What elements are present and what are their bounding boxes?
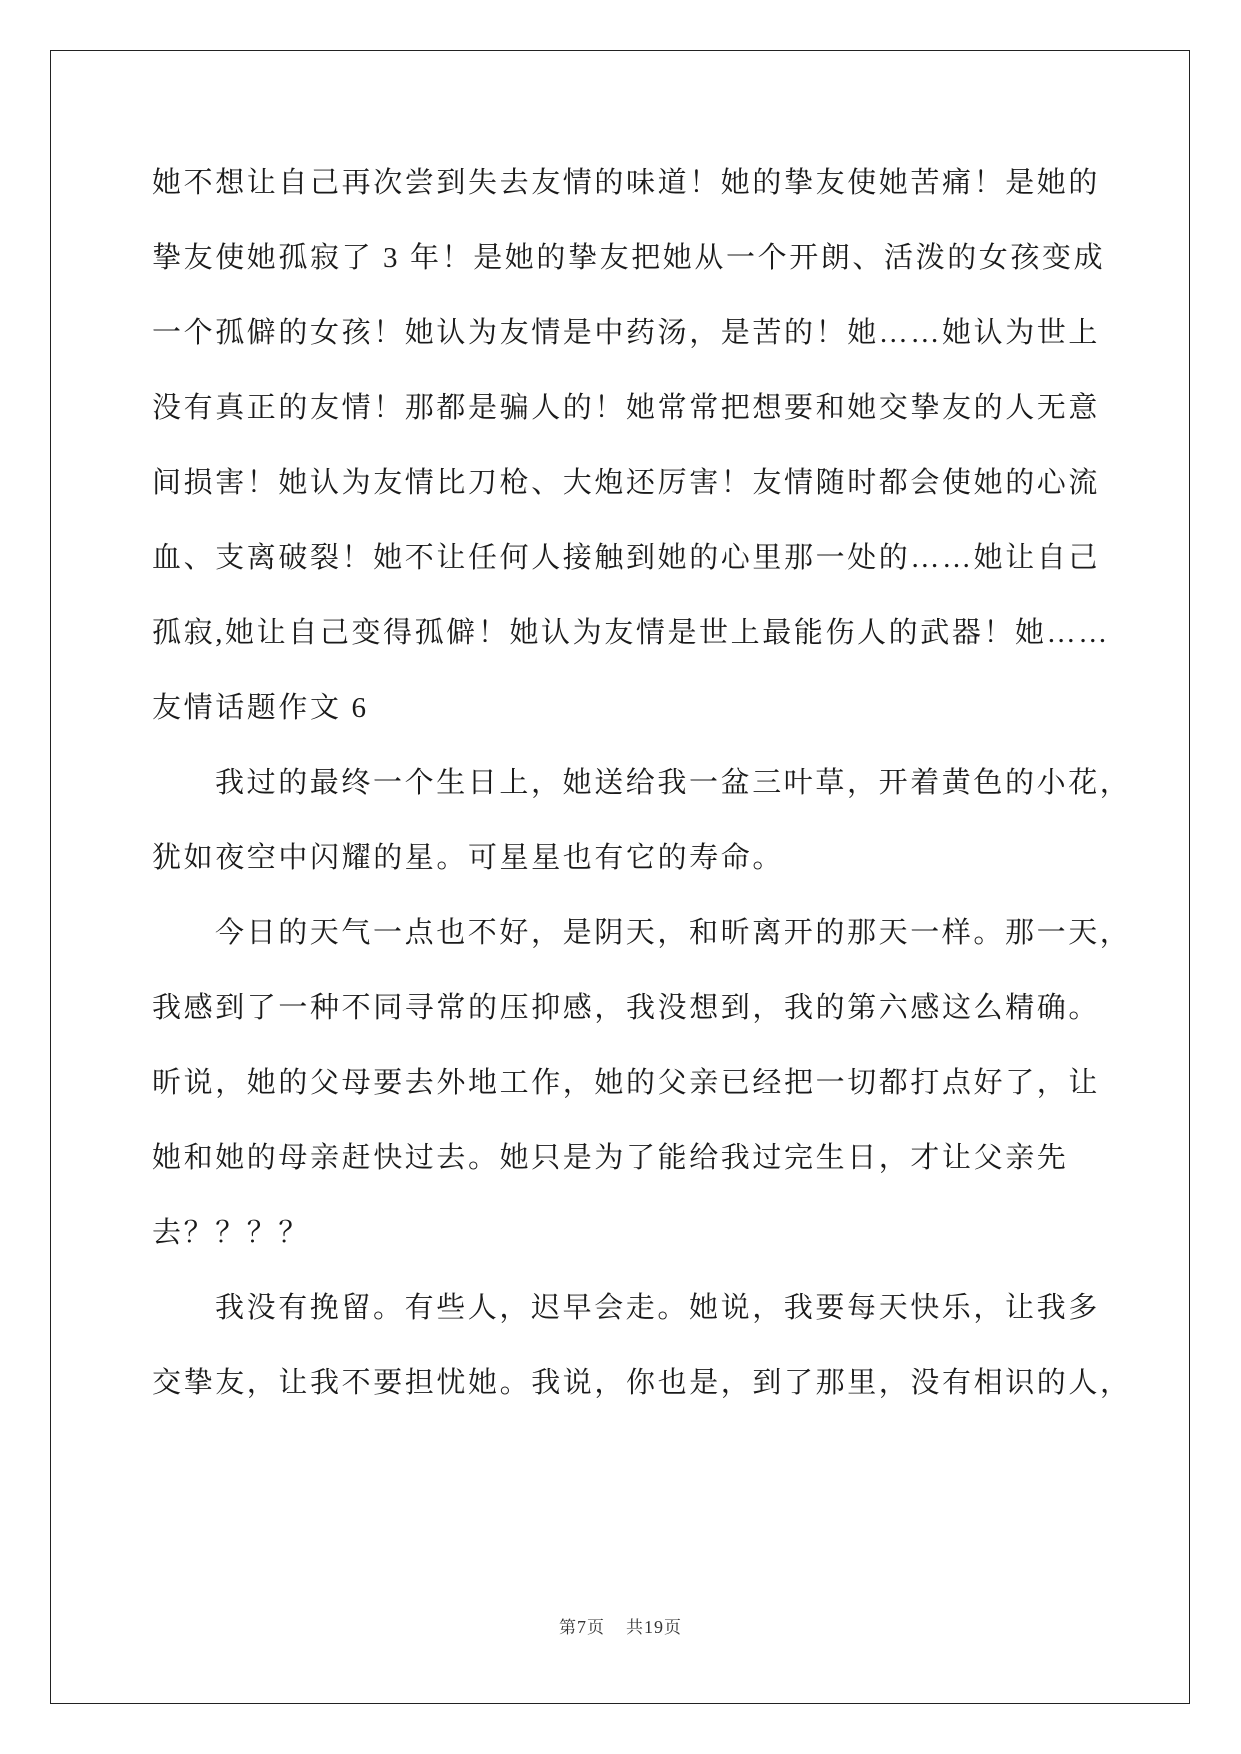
text-line: 一个孤僻的女孩！她认为友情是中药汤，是苦的！她……她认为世上 [152,317,1101,349]
text-line: 孤寂,她让自己变得孤僻！她认为友情是世上最能伤人的武器！她…… [152,617,1110,649]
document-body [152,158,1132,1433]
text-line: 今日的天气一点也不好，是阴天，和昕离开的那天一样。那一天， [215,917,1132,949]
footer-prefix: 第 [559,1618,577,1637]
text-line: 她和她的母亲赶快过去。她只是为了能给我过完生日，才让父亲先 [152,1142,1069,1174]
section-heading: 友情话题作文 6 [152,692,369,724]
text-line: 我感到了一种不同寻常的压抑感，我没想到，我的第六感这么精确。 [152,992,1101,1024]
text-line: 间损害！她认为友情比刀枪、大炮还厉害！友情随时都会使她的心流 [152,467,1101,499]
footer-total-prefix: 共 [626,1618,644,1637]
text-line: 没有真正的友情！那都是骗人的！她常常把想要和她交挚友的人无意 [152,392,1101,424]
text-line: 交挚友，让我不要担忧她。我说，你也是，到了那里，没有相识的人， [152,1367,1132,1399]
text-line: 昕说，她的父母要去外地工作，她的父亲已经把一切都打点好了，让 [152,1067,1101,1099]
page-footer [0,1613,1241,1638]
text-line: 我过的最终一个生日上，她送给我一盆三叶草，开着黄色的小花， [215,767,1132,799]
text-line: 挚友使她孤寂了 3 年！是她的挚友把她从一个开朗、活泼的女孩变成 [152,242,1106,274]
text-line: 她不想让自己再次尝到失去友情的味道！她的挚友使她苦痛！是她的 [152,167,1101,199]
total-pages-number: 19 [644,1617,664,1637]
text-line: 去？？？？ [152,1217,311,1249]
text-line: 我没有挽留。有些人，迟早会走。她说，我要每天快乐，让我多 [215,1292,1100,1324]
text-line: 犹如夜空中闪耀的星。可星星也有它的寿命。 [152,842,785,874]
footer-total-unit: 页 [664,1618,682,1637]
text-line: 血、支离破裂！她不让任何人接触到她的心里那一处的……她让自己 [152,542,1101,574]
current-page-number: 7 [577,1617,587,1637]
footer-page-unit: 页 [587,1618,605,1637]
